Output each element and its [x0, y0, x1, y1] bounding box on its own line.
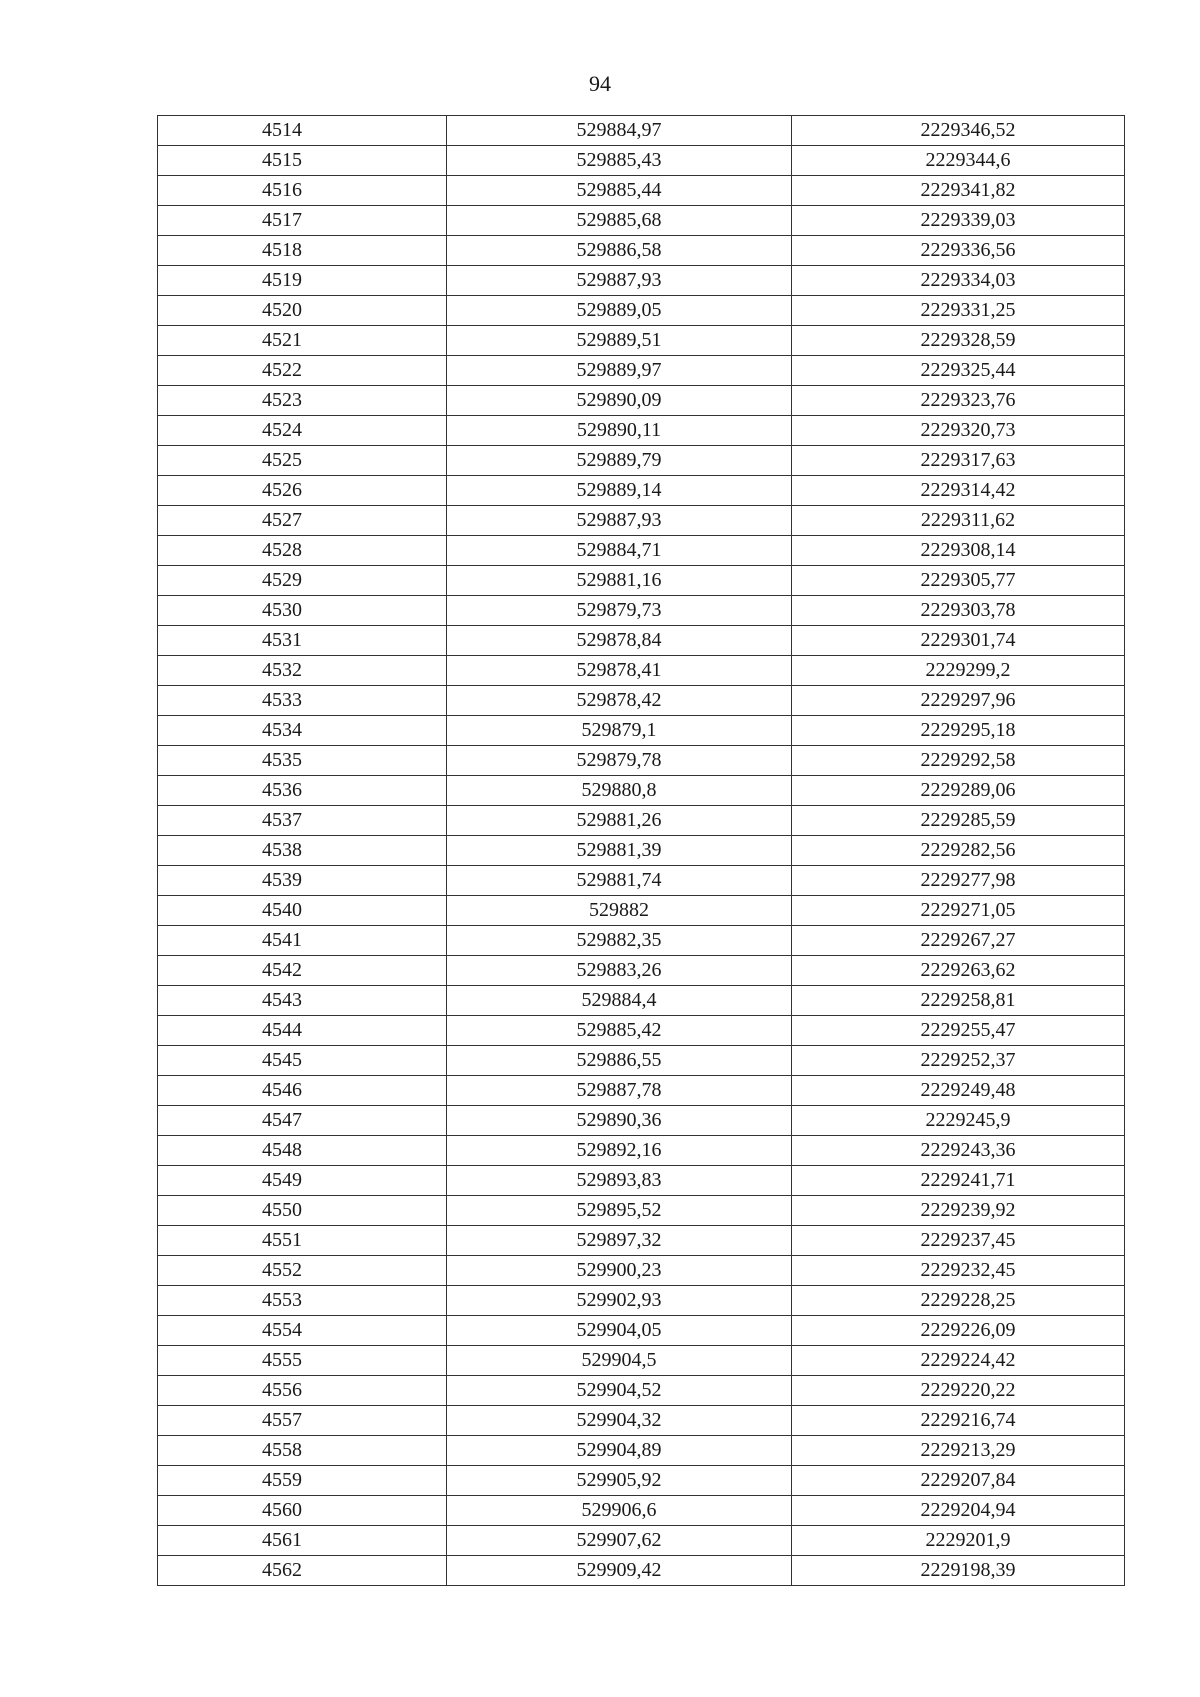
point-number-cell: 4557	[158, 1406, 447, 1436]
y-coordinate-cell: 2229198,39	[792, 1556, 1125, 1586]
point-number-cell: 4539	[158, 866, 447, 896]
point-number-cell: 4516	[158, 176, 447, 206]
table-row	[158, 1436, 1125, 1466]
x-coordinate-cell: 529905,92	[447, 1466, 792, 1496]
point-number-cell: 4527	[158, 506, 447, 536]
point-number-cell: 4543	[158, 986, 447, 1016]
table-row	[158, 1106, 1125, 1136]
table-row	[158, 1466, 1125, 1496]
table-row	[158, 1376, 1125, 1406]
y-coordinate-cell: 2229237,45	[792, 1226, 1125, 1256]
y-coordinate-cell: 2229271,05	[792, 896, 1125, 926]
point-number-cell: 4523	[158, 386, 447, 416]
x-coordinate-cell: 529889,51	[447, 326, 792, 356]
point-number-cell: 4549	[158, 1166, 447, 1196]
point-number-cell: 4535	[158, 746, 447, 776]
y-coordinate-cell: 2229255,47	[792, 1016, 1125, 1046]
y-coordinate-cell: 2229258,81	[792, 986, 1125, 1016]
y-coordinate-cell: 2229295,18	[792, 716, 1125, 746]
x-coordinate-cell: 529878,84	[447, 626, 792, 656]
table-row	[158, 176, 1125, 206]
point-number-cell: 4540	[158, 896, 447, 926]
table-row	[158, 596, 1125, 626]
y-coordinate-cell: 2229226,09	[792, 1316, 1125, 1346]
table-row	[158, 536, 1125, 566]
x-coordinate-cell: 529889,14	[447, 476, 792, 506]
x-coordinate-cell: 529884,4	[447, 986, 792, 1016]
point-number-cell: 4517	[158, 206, 447, 236]
point-number-cell: 4552	[158, 1256, 447, 1286]
x-coordinate-cell: 529882	[447, 896, 792, 926]
x-coordinate-cell: 529900,23	[447, 1256, 792, 1286]
y-coordinate-cell: 2229331,25	[792, 296, 1125, 326]
x-coordinate-cell: 529881,39	[447, 836, 792, 866]
x-coordinate-cell: 529878,41	[447, 656, 792, 686]
y-coordinate-cell: 2229267,27	[792, 926, 1125, 956]
point-number-cell: 4537	[158, 806, 447, 836]
point-number-cell: 4556	[158, 1376, 447, 1406]
x-coordinate-cell: 529881,74	[447, 866, 792, 896]
y-coordinate-cell: 2229311,62	[792, 506, 1125, 536]
point-number-cell: 4534	[158, 716, 447, 746]
point-number-cell: 4542	[158, 956, 447, 986]
point-number-cell: 4538	[158, 836, 447, 866]
y-coordinate-cell: 2229228,25	[792, 1286, 1125, 1316]
point-number-cell: 4541	[158, 926, 447, 956]
x-coordinate-cell: 529881,16	[447, 566, 792, 596]
point-number-cell: 4533	[158, 686, 447, 716]
x-coordinate-cell: 529906,6	[447, 1496, 792, 1526]
x-coordinate-cell: 529897,32	[447, 1226, 792, 1256]
y-coordinate-cell: 2229305,77	[792, 566, 1125, 596]
table-row	[158, 1346, 1125, 1376]
y-coordinate-cell: 2229303,78	[792, 596, 1125, 626]
x-coordinate-cell: 529904,89	[447, 1436, 792, 1466]
y-coordinate-cell: 2229325,44	[792, 356, 1125, 386]
x-coordinate-cell: 529879,78	[447, 746, 792, 776]
y-coordinate-cell: 2229241,71	[792, 1166, 1125, 1196]
y-coordinate-cell: 2229213,29	[792, 1436, 1125, 1466]
y-coordinate-cell: 2229289,06	[792, 776, 1125, 806]
point-number-cell: 4530	[158, 596, 447, 626]
y-coordinate-cell: 2229204,94	[792, 1496, 1125, 1526]
table-row	[158, 146, 1125, 176]
table-row	[158, 1136, 1125, 1166]
y-coordinate-cell: 2229299,2	[792, 656, 1125, 686]
x-coordinate-cell: 529884,71	[447, 536, 792, 566]
y-coordinate-cell: 2229243,36	[792, 1136, 1125, 1166]
table-row	[158, 566, 1125, 596]
table-row	[158, 776, 1125, 806]
table-row	[158, 1286, 1125, 1316]
table-row	[158, 896, 1125, 926]
x-coordinate-cell: 529886,55	[447, 1046, 792, 1076]
x-coordinate-cell: 529904,32	[447, 1406, 792, 1436]
table-row	[158, 806, 1125, 836]
point-number-cell: 4544	[158, 1016, 447, 1046]
table-row	[158, 206, 1125, 236]
table-row	[158, 1556, 1125, 1586]
point-number-cell: 4524	[158, 416, 447, 446]
x-coordinate-cell: 529884,97	[447, 116, 792, 146]
point-number-cell: 4525	[158, 446, 447, 476]
x-coordinate-cell: 529885,68	[447, 206, 792, 236]
y-coordinate-cell: 2229297,96	[792, 686, 1125, 716]
point-number-cell: 4518	[158, 236, 447, 266]
x-coordinate-cell: 529885,42	[447, 1016, 792, 1046]
y-coordinate-cell: 2229341,82	[792, 176, 1125, 206]
y-coordinate-cell: 2229216,74	[792, 1406, 1125, 1436]
table-row	[158, 986, 1125, 1016]
x-coordinate-cell: 529893,83	[447, 1166, 792, 1196]
table-row	[158, 836, 1125, 866]
point-number-cell: 4529	[158, 566, 447, 596]
table-row	[158, 476, 1125, 506]
point-number-cell: 4546	[158, 1076, 447, 1106]
y-coordinate-cell: 2229301,74	[792, 626, 1125, 656]
x-coordinate-cell: 529909,42	[447, 1556, 792, 1586]
y-coordinate-cell: 2229245,9	[792, 1106, 1125, 1136]
point-number-cell: 4531	[158, 626, 447, 656]
x-coordinate-cell: 529887,93	[447, 266, 792, 296]
y-coordinate-cell: 2229344,6	[792, 146, 1125, 176]
table-row	[158, 1406, 1125, 1436]
x-coordinate-cell: 529885,43	[447, 146, 792, 176]
point-number-cell: 4522	[158, 356, 447, 386]
point-number-cell: 4553	[158, 1286, 447, 1316]
y-coordinate-cell: 2229282,56	[792, 836, 1125, 866]
x-coordinate-cell: 529889,97	[447, 356, 792, 386]
page-number: 94	[589, 71, 611, 96]
x-coordinate-cell: 529890,09	[447, 386, 792, 416]
x-coordinate-cell: 529889,79	[447, 446, 792, 476]
x-coordinate-cell: 529892,16	[447, 1136, 792, 1166]
table-row	[158, 1016, 1125, 1046]
coordinates-table-body	[158, 116, 1125, 1586]
point-number-cell: 4528	[158, 536, 447, 566]
point-number-cell: 4514	[158, 116, 447, 146]
y-coordinate-cell: 2229317,63	[792, 446, 1125, 476]
x-coordinate-cell: 529907,62	[447, 1526, 792, 1556]
point-number-cell: 4521	[158, 326, 447, 356]
x-coordinate-cell: 529890,11	[447, 416, 792, 446]
table-row	[158, 626, 1125, 656]
x-coordinate-cell: 529887,93	[447, 506, 792, 536]
table-row	[158, 356, 1125, 386]
y-coordinate-cell: 2229207,84	[792, 1466, 1125, 1496]
y-coordinate-cell: 2229314,42	[792, 476, 1125, 506]
table-row	[158, 1046, 1125, 1076]
y-coordinate-cell: 2229201,9	[792, 1526, 1125, 1556]
point-number-cell: 4526	[158, 476, 447, 506]
point-number-cell: 4561	[158, 1526, 447, 1556]
table-row	[158, 1166, 1125, 1196]
x-coordinate-cell: 529886,58	[447, 236, 792, 266]
point-number-cell: 4558	[158, 1436, 447, 1466]
table-row	[158, 1076, 1125, 1106]
x-coordinate-cell: 529878,42	[447, 686, 792, 716]
table-row	[158, 446, 1125, 476]
y-coordinate-cell: 2229220,22	[792, 1376, 1125, 1406]
table-row	[158, 116, 1125, 146]
y-coordinate-cell: 2229339,03	[792, 206, 1125, 236]
point-number-cell: 4536	[158, 776, 447, 806]
x-coordinate-cell: 529882,35	[447, 926, 792, 956]
x-coordinate-cell: 529887,78	[447, 1076, 792, 1106]
point-number-cell: 4545	[158, 1046, 447, 1076]
table-row	[158, 416, 1125, 446]
x-coordinate-cell: 529890,36	[447, 1106, 792, 1136]
point-number-cell: 4559	[158, 1466, 447, 1496]
table-row	[158, 926, 1125, 956]
y-coordinate-cell: 2229323,76	[792, 386, 1125, 416]
point-number-cell: 4562	[158, 1556, 447, 1586]
y-coordinate-cell: 2229249,48	[792, 1076, 1125, 1106]
y-coordinate-cell: 2229336,56	[792, 236, 1125, 266]
table-row	[158, 326, 1125, 356]
x-coordinate-cell: 529895,52	[447, 1196, 792, 1226]
table-row	[158, 506, 1125, 536]
point-number-cell: 4547	[158, 1106, 447, 1136]
x-coordinate-cell: 529904,52	[447, 1376, 792, 1406]
x-coordinate-cell: 529880,8	[447, 776, 792, 806]
point-number-cell: 4555	[158, 1346, 447, 1376]
point-number-cell: 4560	[158, 1496, 447, 1526]
table-row	[158, 746, 1125, 776]
y-coordinate-cell: 2229308,14	[792, 536, 1125, 566]
x-coordinate-cell: 529881,26	[447, 806, 792, 836]
table-row	[158, 296, 1125, 326]
table-row	[158, 236, 1125, 266]
point-number-cell: 4551	[158, 1226, 447, 1256]
table-row	[158, 1256, 1125, 1286]
table-row	[158, 956, 1125, 986]
y-coordinate-cell: 2229277,98	[792, 866, 1125, 896]
x-coordinate-cell: 529883,26	[447, 956, 792, 986]
x-coordinate-cell: 529904,05	[447, 1316, 792, 1346]
x-coordinate-cell: 529902,93	[447, 1286, 792, 1316]
point-number-cell: 4519	[158, 266, 447, 296]
table-row	[158, 386, 1125, 416]
y-coordinate-cell: 2229239,92	[792, 1196, 1125, 1226]
table-row	[158, 1226, 1125, 1256]
point-number-cell: 4554	[158, 1316, 447, 1346]
y-coordinate-cell: 2229320,73	[792, 416, 1125, 446]
table-row	[158, 686, 1125, 716]
y-coordinate-cell: 2229334,03	[792, 266, 1125, 296]
x-coordinate-cell: 529879,73	[447, 596, 792, 626]
y-coordinate-cell: 2229263,62	[792, 956, 1125, 986]
point-number-cell: 4532	[158, 656, 447, 686]
x-coordinate-cell: 529879,1	[447, 716, 792, 746]
table-row	[158, 1196, 1125, 1226]
table-row	[158, 266, 1125, 296]
table-row	[158, 656, 1125, 686]
table-row	[158, 1316, 1125, 1346]
table-row	[158, 716, 1125, 746]
x-coordinate-cell: 529885,44	[447, 176, 792, 206]
point-number-cell: 4550	[158, 1196, 447, 1226]
coordinates-table	[157, 115, 1125, 1586]
y-coordinate-cell: 2229285,59	[792, 806, 1125, 836]
table-row	[158, 1496, 1125, 1526]
y-coordinate-cell: 2229252,37	[792, 1046, 1125, 1076]
y-coordinate-cell: 2229232,45	[792, 1256, 1125, 1286]
x-coordinate-cell: 529904,5	[447, 1346, 792, 1376]
point-number-cell: 4520	[158, 296, 447, 326]
point-number-cell: 4515	[158, 146, 447, 176]
y-coordinate-cell: 2229346,52	[792, 116, 1125, 146]
y-coordinate-cell: 2229224,42	[792, 1346, 1125, 1376]
point-number-cell: 4548	[158, 1136, 447, 1166]
table-row	[158, 1526, 1125, 1556]
x-coordinate-cell: 529889,05	[447, 296, 792, 326]
y-coordinate-cell: 2229292,58	[792, 746, 1125, 776]
table-row	[158, 866, 1125, 896]
y-coordinate-cell: 2229328,59	[792, 326, 1125, 356]
